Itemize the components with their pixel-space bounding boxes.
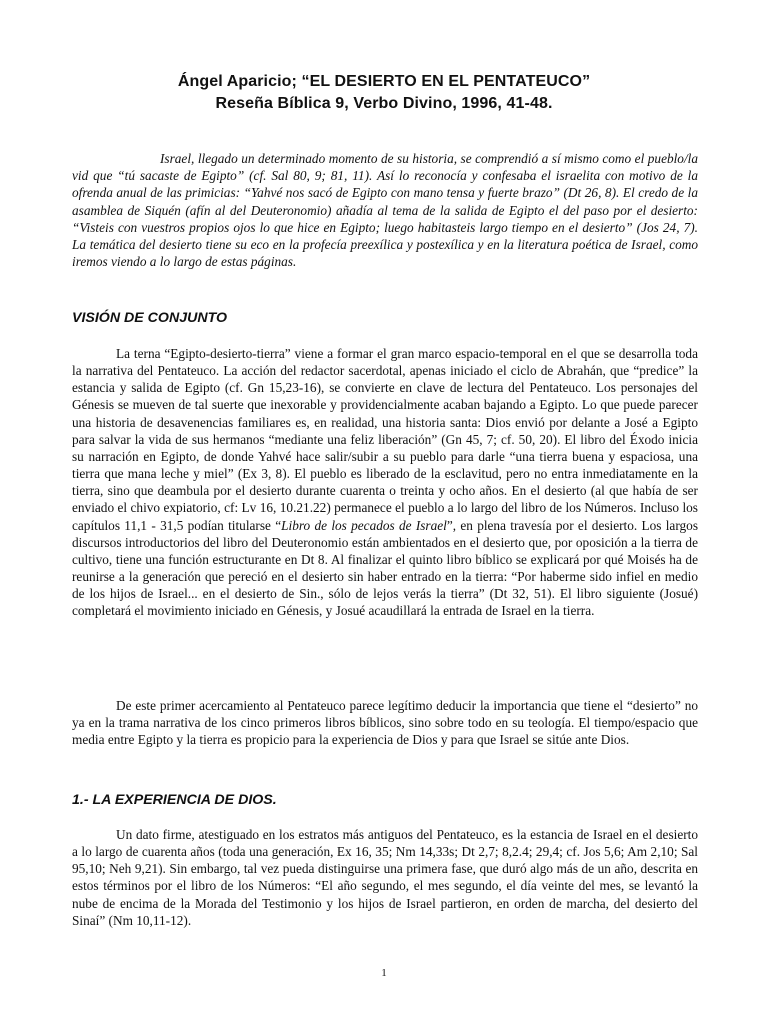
document-title [0, 71, 768, 115]
section-heading-experiencia: 1.- LA EXPERIENCIA DE DIOS. [72, 792, 277, 808]
title-line-citation: Reseña Bíblica 9, Verbo Divino, 1996, 41-48. [215, 95, 553, 112]
abstract-paragraph: Israel, llegado un determinado momento de su historia, se comprendió a sí mismo como el pueblo/la vid que “tú sacaste de Egipto” (cf. Sal 80, 9; 81, 11). Así lo reconocía y confesaba el israelita con motivo de la ofrenda anual de las primicias: “Yahvé nos sacó de Egipto con mano tensa y fuerte brazo” (Dt 26, 8). El credo de la asamblea de Siquén (afín al del Deuteronomio) añadía al tema de la salida de Egipto el del paso por el desierto: “Visteis con vuestros propios ojos lo que hice en Egipto; luego habitasteis largo tiempo en el desierto” (Jos 24, 7). La temática del desierto tiene su eco en la profecía preexílica y postexílica y en la literatura poética de Israel, como iremos viendo a lo largo de estas páginas. [72, 151, 698, 270]
section-heading-vision: VISIÓN DE CONJUNTO [72, 310, 228, 326]
body-paragraph-vision-1 [72, 345, 698, 620]
body-paragraph-vision-2: De este primer acercamiento al Pentateuco parece legítimo deducir la importancia que tiene el “desierto” no ya en la trama narrativa de los cinco primeros libros bíblicos, sino sobre todo en su teología. El tiempo/espacio que media entre Egipto y la tierra es propicio para la experiencia de Dios y para que Israel se sitúe ante Dios. [72, 698, 698, 748]
paragraph-text: ”, en plena travesía por el desierto. Los largos discursos introductorios del libro del Deuteronomio están ambientados en el desierto que, por oposición a la tierra de cultivo, tiene una función estructurante en Dt 8. Al finalizar el quinto libro bíblico se explicará por qué Moisés ha de reunirse a la generación que pereció en el desierto sin haber entrado en la tierra: “Por haberme sido infiel en medio de los hijos de Israel... en el desierto de Sin., sólo de lejos verás la tierra” (Dt 32, 51). El libro siguiente (Josué) completará el movimiento iniciado en Génesis, y Josué acaudillará la entrada de Israel en la tierra. [72, 517, 698, 619]
italic-book-title: Libro de los pecados de Israel [281, 517, 447, 533]
title-line-author: Ángel Aparicio; “EL DESIERTO EN EL PENTATEUCO” [177, 73, 591, 90]
body-paragraph-experiencia-1: Un dato firme, atestiguado en los estratos más antiguos del Pentateuco, es la estancia de Israel en el desierto a lo largo de cuarenta años (toda una generación, Ex 16, 35; Nm 14,33s; Dt 2,7; 8,2.4; 29,4; cf. Jos 5,6; Am 2,10; Sal 95,10; Neh 9,21). Sin embargo, tal vez pueda distinguirse una primera fase, que duró algo más de un año, descrita en estos términos por el libro de los Números: “El año segundo, el mes segundo, el día veinte del mes, se levantó la nube de encima de la Morada del Testimonio y los hijos de Israel partieron, en orden de marcha, del desierto del Sinaí” (Nm 10,11-12). [72, 827, 698, 928]
page-number: 1 [381, 967, 387, 979]
paragraph-text: La terna “Egipto-desierto-tierra” viene a formar el gran marco espacio-temporal en el que se desarrolla toda la narrativa del Pentateuco. La acción del redactor sacerdotal, apenas iniciado el ciclo de Abrahán, que “predice” la estancia y salida de Egipto (cf. Gn 15,23-16), se convierte en clave de lectura del Pentateuco. Los personajes del Génesis se mueven de tal suerte que inexorable y providencialmente acaban bajando a Egipto. Lo que puede parecer una historia de desavenencias familiares es, en realidad, una historia santa: Dios envió por delante a José a Egipto para salvar la vida de sus hermanos “mediante una feliz liberación” (Gn 45, 7; cf. 50, 20). El libro del Éxodo inicia su narración en Egipto, de donde Yahvé hace salir/subir a su pueblo para darle “una tierra buena y espaciosa, una tierra que mana leche y miel” (Ex 3, 8). El pueblo es liberado de la esclavitud, pero no entra inmediatamente en la tierra, sino que deambula por el desierto durante cuarenta o treinta y ocho años. En el desierto (al que había de ser enviado el chivo expiatorio, cf: Lv 16, 10.21.22) permanece el pueblo a lo largo del libro de los Números. Incluso los capítulos 11,1 - 31,5 podían titularse “ [72, 346, 698, 533]
